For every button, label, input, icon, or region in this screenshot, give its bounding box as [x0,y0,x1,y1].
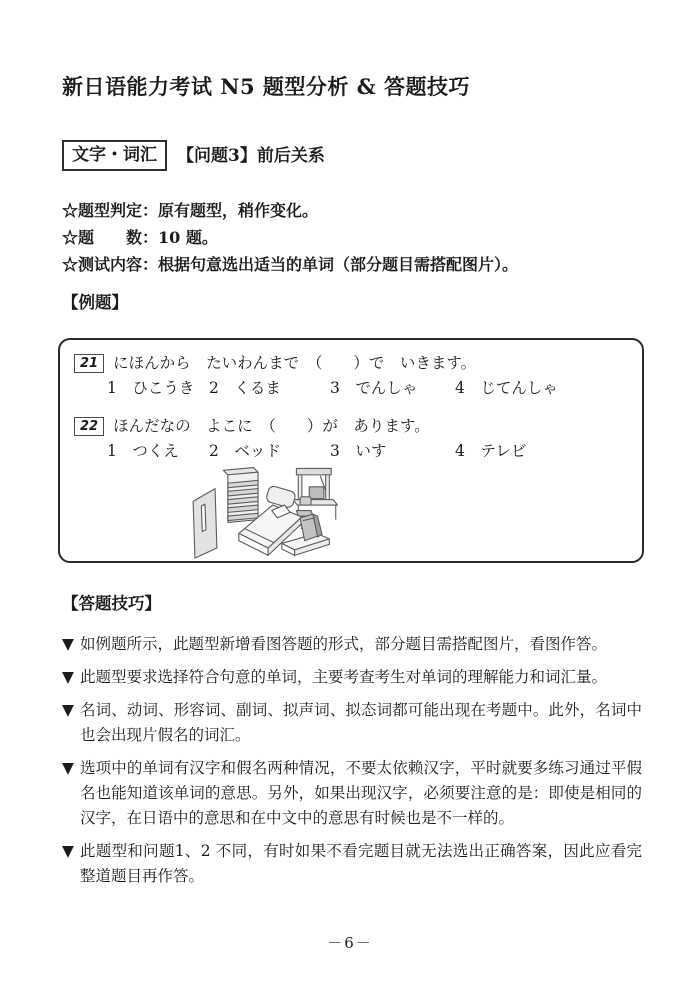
tip-text: 选项中的单词有汉字和假名两种情况，不要太依赖汉字，平时就要多练习通过平假名也能知道该单词的意思。另外，如果出现汉字，必须要注意的是：即使是相同的汉字，在日语中的意思和在中文中的意思有时候也是不一样的。 [80,759,642,827]
option-2: 2 くるま [209,379,281,397]
meta-line-type: ☆题型判定：原有题型，稍作变化。 [62,201,319,220]
question-21 [74,352,626,400]
option-4: 4 テレビ [455,442,527,460]
option-3: 3 いす [330,442,387,460]
question-options [107,440,626,463]
page-number: －6－ [327,934,373,952]
tip-item [62,665,642,690]
tips-heading: 【答题技巧】 [62,594,161,613]
question-type-info [62,197,642,278]
tip-text: 名词、动词、形容词、副词、拟声词、拟态词都可能出现在考题中。此外，名词中也会出现片假名的词汇。 [80,701,642,744]
option-3: 3 でんしゃ [330,379,418,397]
tip-text: 如例题所示，此题型新增看图答题的形式，部分题目需搭配图片，看图作答。 [80,635,608,653]
tip-item [62,839,642,889]
example-box [58,338,644,563]
category-label: 文字・词汇 [62,140,167,171]
question-number-badge: 22 [74,417,104,436]
option-4: 4 じてんしゃ [455,379,558,397]
question-stem: ほんだなの よこに （ ）が あります。 [113,417,430,435]
option-2: 2 ベッド [209,442,281,460]
tips-list [62,632,642,889]
tip-item [62,632,642,657]
example-heading: 【例题】 [62,293,128,312]
option-1: 1 ひこうき [107,379,195,397]
page-title: 新日语能力考试 N5 题型分析 & 答题技巧 [62,74,471,99]
tip-item [62,698,642,748]
triangle-bullet-icon: ▼ [62,668,74,686]
room-illustration [179,463,359,559]
tip-item [62,756,642,831]
tip-text: 此题型要求选择符合句意的单词，主要考查考生对单词的理解能力和词汇量。 [80,668,608,686]
question-22 [74,415,626,463]
option-1: 1 つくえ [107,442,179,460]
section-header [62,140,642,171]
problem-heading: 【问题3】前后关系 [177,145,325,166]
triangle-bullet-icon: ▼ [62,701,74,719]
meta-line-content: ☆测试内容：根据句意选出适当的单词（部分题目需搭配图片）。 [62,255,519,274]
triangle-bullet-icon: ▼ [62,635,74,653]
tip-text: 此题型和问题1、2 不同，有时如果不看完题目就无法选出正确答案，因此应看完整道题目再作答。 [80,842,642,885]
bookshelf-icon [223,468,258,523]
question-number-badge: 21 [74,354,104,373]
meta-line-count: ☆题 数：10 题。 [62,228,218,247]
question-stem: にほんから たいわんまで （ ）で いきます。 [113,354,477,372]
triangle-bullet-icon: ▼ [62,759,74,777]
door-icon [193,489,217,558]
triangle-bullet-icon: ▼ [62,842,74,860]
question-options [107,377,626,400]
